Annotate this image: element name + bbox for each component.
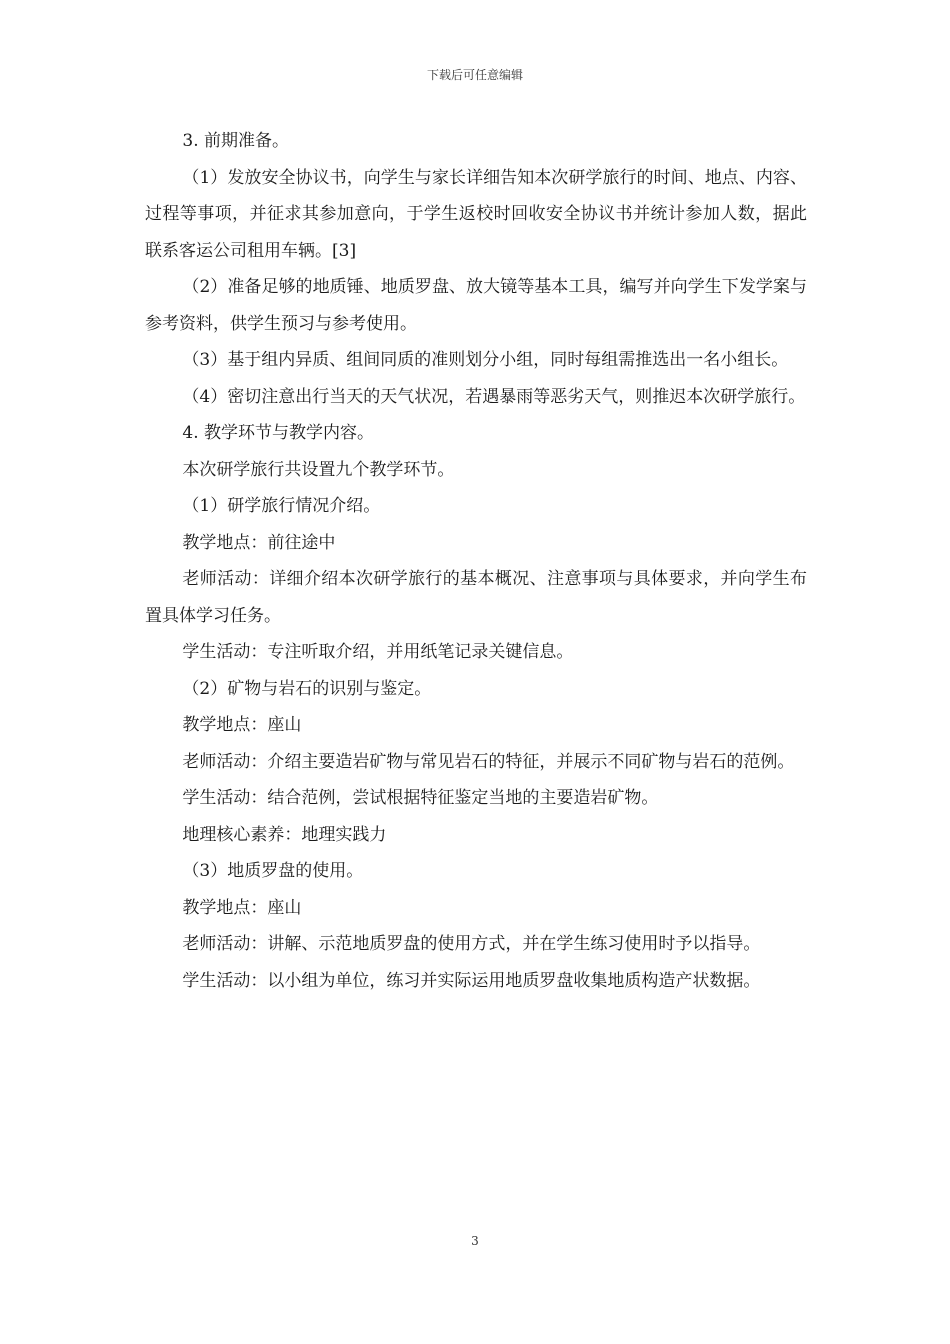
paragraph-teaching-intro: 本次研学旅行共设置九个教学环节。	[182, 459, 455, 480]
paragraph-step1-title: （1）研学旅行情况介绍。	[182, 496, 381, 516]
paragraph-step2-title: （2）矿物与岩石的识别与鉴定。	[182, 678, 432, 699]
paragraph-prep-4: （4）密切注意出行当天的天气状况，若遇暴雨等恶劣天气，则推迟本次研学旅行。	[182, 386, 806, 407]
paragraph-step3-location: 教学地点：座山	[182, 897, 302, 918]
paragraph-step1-teacher: 老师活动：详细介绍本次研学旅行的基本概况、注意事项与具体要求，并向学生布置具体学习任务。	[145, 569, 807, 626]
paragraph-step2-teacher: 老师活动：介绍主要造岩矿物与常见岩石的特征，并展示不同矿物与岩石的范例。	[182, 751, 795, 772]
paragraph-step2-location: 教学地点：座山	[182, 715, 302, 735]
document-body	[145, 123, 807, 999]
paragraph-prep-3: （3）基于组内异质、组间同质的准则划分小组，同时每组需推选出一名小组长。	[182, 350, 789, 370]
paragraph-step3-student: 学生活动：以小组为单位，练习并实际运用地质罗盘收集地质构造产状数据。	[182, 970, 761, 991]
paragraph-prep-heading: 3. 前期准备。	[182, 131, 290, 151]
paragraph-step3-teacher: 老师活动：讲解、示范地质罗盘的使用方式，并在学生练习使用时予以指导。	[182, 934, 761, 954]
paragraph-teaching-heading: 4. 教学环节与教学内容。	[182, 423, 375, 443]
paragraph-step1-location: 教学地点：前往途中	[182, 532, 336, 553]
paragraph-prep-1: （1）发放安全协议书，向学生与家长详细告知本次研学旅行的时间、地点、内容、过程等事项，并征求其参加意向，于学生返校时回收安全协议书并统计参加人数，据此联系客运公司租用车辆。[3]	[145, 167, 807, 261]
paragraph-step3-title: （3）地质罗盘的使用。	[182, 861, 364, 881]
page-number: 3	[471, 1234, 479, 1248]
paragraph-prep-2: （2）准备足够的地质锤、地质罗盘、放大镜等基本工具，编写并向学生下发学案与参考资料，供学生预习与参考使用。	[145, 277, 807, 334]
paragraph-step1-student: 学生活动：专注听取介绍，并用纸笔记录关键信息。	[182, 642, 574, 662]
paragraph-step2-literacy: 地理核心素养：地理实践力	[182, 824, 387, 845]
page-header: 下载后可任意编辑	[426, 68, 523, 82]
paragraph-step2-student: 学生活动：结合范例，尝试根据特征鉴定当地的主要造岩矿物。	[182, 788, 659, 808]
